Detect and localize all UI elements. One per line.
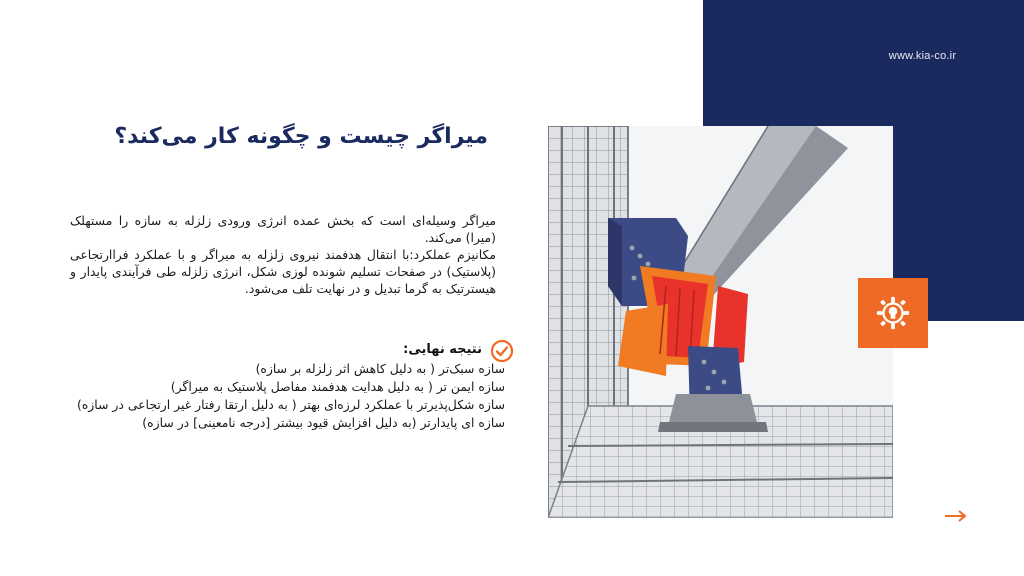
website-url[interactable]: www.kia-co.ir bbox=[888, 50, 957, 62]
arrow-right-icon[interactable] bbox=[944, 509, 968, 523]
gear-bulb-badge bbox=[858, 278, 928, 348]
result-label: نتیجه نهایی: bbox=[403, 342, 482, 357]
damper-illustration bbox=[548, 126, 893, 518]
gear-bulb-icon bbox=[874, 294, 912, 332]
result-list bbox=[70, 360, 505, 432]
list-item: سازه ای پایدارتر (به دلیل افزایش قیود بیشتر [درجه نامعینی] در سازه) bbox=[142, 415, 505, 430]
mechanism-text: مکانیزم عملکرد:با انتقال هدفمند نیروی زلزله به میراگر و با عملکرد فراارتجاعی (پلاستیک) در صفحات تسلیم شونده لوزی شکل، انرژی زلزله طی فرآیندی پایدار و هیسترتیک به گرما تبدیل و در نهایت تلف می‌شود. bbox=[70, 247, 496, 296]
list-item: سازه سبک‌تر ( به دلیل کاهش اثر زلزله بر سازه) bbox=[255, 361, 505, 376]
definition-text: میراگر وسیله‌ای است که بخش عمده انرژی ورودی زلزله به سازه را مستهلک (میرا) می‌کند. bbox=[70, 213, 496, 245]
page-title: میراگر چیست و چگونه کار می‌کند؟ bbox=[114, 124, 488, 149]
list-item: سازه شکل‌پذیرتر با عملکرد لرزه‌ای بهتر ( به دلیل ارتقا رفتار غیر ارتجاعی در سازه) bbox=[76, 397, 505, 412]
intro-paragraph bbox=[70, 212, 496, 297]
list-item: سازه ایمن تر ( به دلیل هدایت هدفمند مفاصل پلاستیک به میراگر) bbox=[170, 379, 505, 394]
